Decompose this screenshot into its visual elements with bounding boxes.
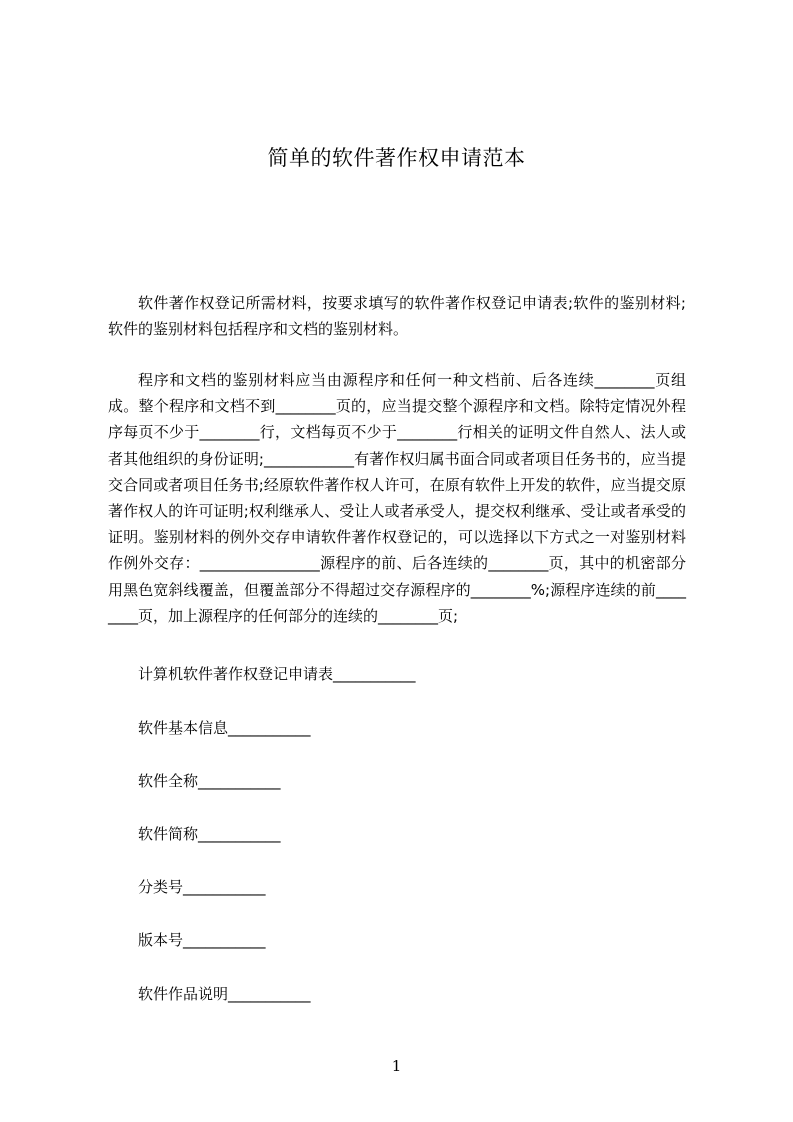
page-title: 简单的软件著作权申请范本	[267, 146, 526, 170]
field-application-form: 计算机软件著作权登记申请表___________	[138, 665, 416, 683]
field-work-description: 软件作品说明___________	[138, 985, 311, 1003]
page-number: 1	[391, 1057, 402, 1075]
field-full-name: 软件全称___________	[138, 772, 281, 790]
field-category-number: 分类号___________	[138, 878, 266, 896]
field-basic-info: 软件基本信息___________	[138, 719, 311, 737]
field-version-number: 版本号___________	[138, 931, 266, 949]
paragraph-identification-materials: 程序和文档的鉴别材料应当由源程序和任何一种文档前、后各连续________页组成。整个程序和文档不到________页的，应当提交整个源程序和文档。除特定情况外程序每页不少于________行，文档每页不少于________行相关的证明文件自然人、法人或者其他组织的身份证明;____________有著作权归属书面合同或者项目任务书的，应当提交合同或者项目任务书;经原软件著作权人许可，在原有软件上开发的软件，应当提交原著作权人的许可证明;权利继承人、受让人或者承受人，提交权利继承、受让或者承受的证明。鉴别材料的例外交存申请软件著作权登记的，可以选择以下方式之一对鉴别材料作例外交存：________________源程序的前、后各连续的________页，其中的机密部分用黑色宽斜线覆盖，但覆盖部分不得超过交存源程序的________%;源程序连续的前________页，加上源程序的任何部分的连续的________页;	[108, 371, 686, 625]
paragraph-required-materials: 软件著作权登记所需材料，按要求填写的软件著作权登记申请表;软件的鉴别材料;软件的鉴别材料包括程序和文档的鉴别材料。	[108, 294, 686, 339]
field-short-name: 软件简称___________	[138, 825, 281, 843]
